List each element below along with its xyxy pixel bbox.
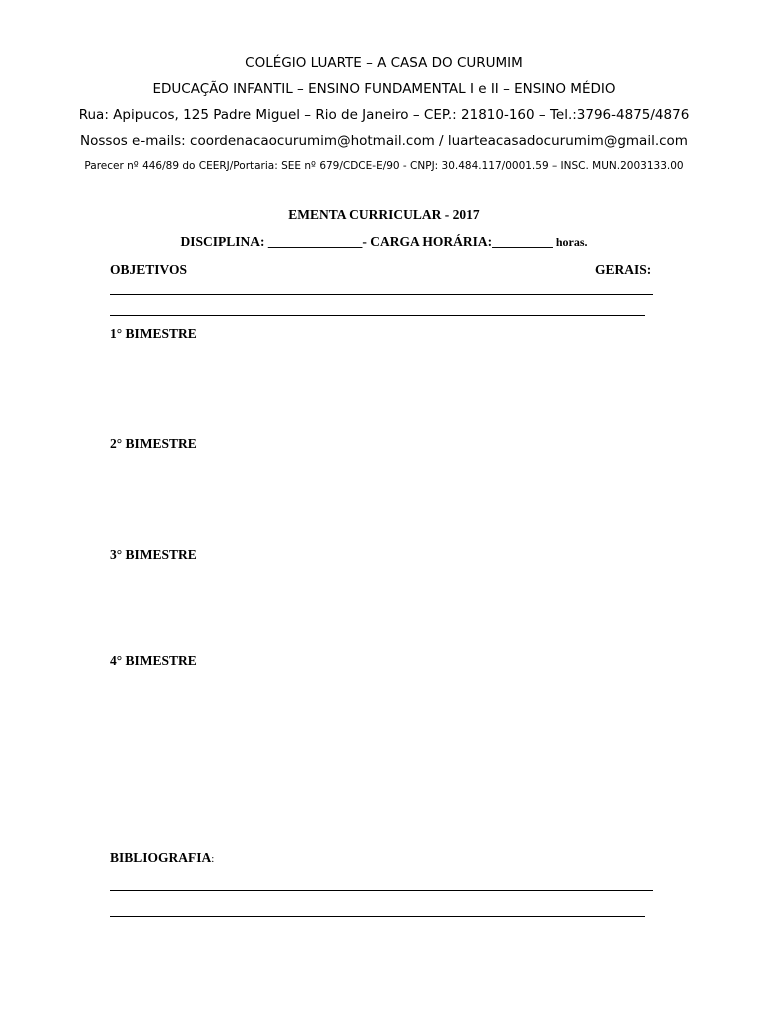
- objectives-fill-line-2: [110, 315, 645, 316]
- hours-suffix: horas.: [552, 235, 588, 249]
- school-address: Rua: Apipucos, 125 Padre Miguel – Rio de Janeiro – CEP.: 21810-160 – Tel.:3796-4875/4876: [78, 107, 690, 123]
- school-name: COLÉGIO LUARTE – A CASA DO CURUMIM: [245, 55, 523, 71]
- bimester-4-heading: 4° BIMESTRE: [110, 653, 197, 668]
- discipline-field-label: DISCIPLINA: ______________- CARGA HORÁRIA:_________: [180, 234, 553, 249]
- bibliography-heading: [110, 850, 214, 866]
- bibliography-fill-line-1: [110, 890, 653, 891]
- discipline-line: [0, 234, 768, 250]
- bibliography-fill-line-2: [110, 916, 645, 917]
- bibliography-colon: :: [211, 853, 215, 865]
- bibliography-label: BIBLIOGRAFIA: [110, 850, 212, 865]
- bimester-1-heading: 1° BIMESTRE: [110, 326, 197, 341]
- bimester-3-heading: 3° BIMESTRE: [110, 547, 197, 562]
- school-registration: Parecer nº 446/89 do CEERJ/Portaria: SEE nº 679/CDCE-E/90 - CNPJ: 30.484.117/0001.59 – INSC. MUN.2003133.00: [84, 160, 684, 172]
- education-levels: EDUCAÇÃO INFANTIL – ENSINO FUNDAMENTAL I e II – ENSINO MÉDIO: [152, 81, 616, 97]
- school-emails: Nossos e-mails: coordenacaocurumim@hotmail.com / luarteacasadocurumim@gmail.com: [80, 133, 688, 149]
- document-title: EMENTA CURRICULAR - 2017: [288, 207, 480, 222]
- objectives-label: OBJETIVOS: [110, 262, 188, 277]
- bimester-2-heading: 2° BIMESTRE: [110, 436, 197, 451]
- general-label: GERAIS:: [595, 262, 652, 277]
- objectives-fill-line-1: [110, 294, 653, 295]
